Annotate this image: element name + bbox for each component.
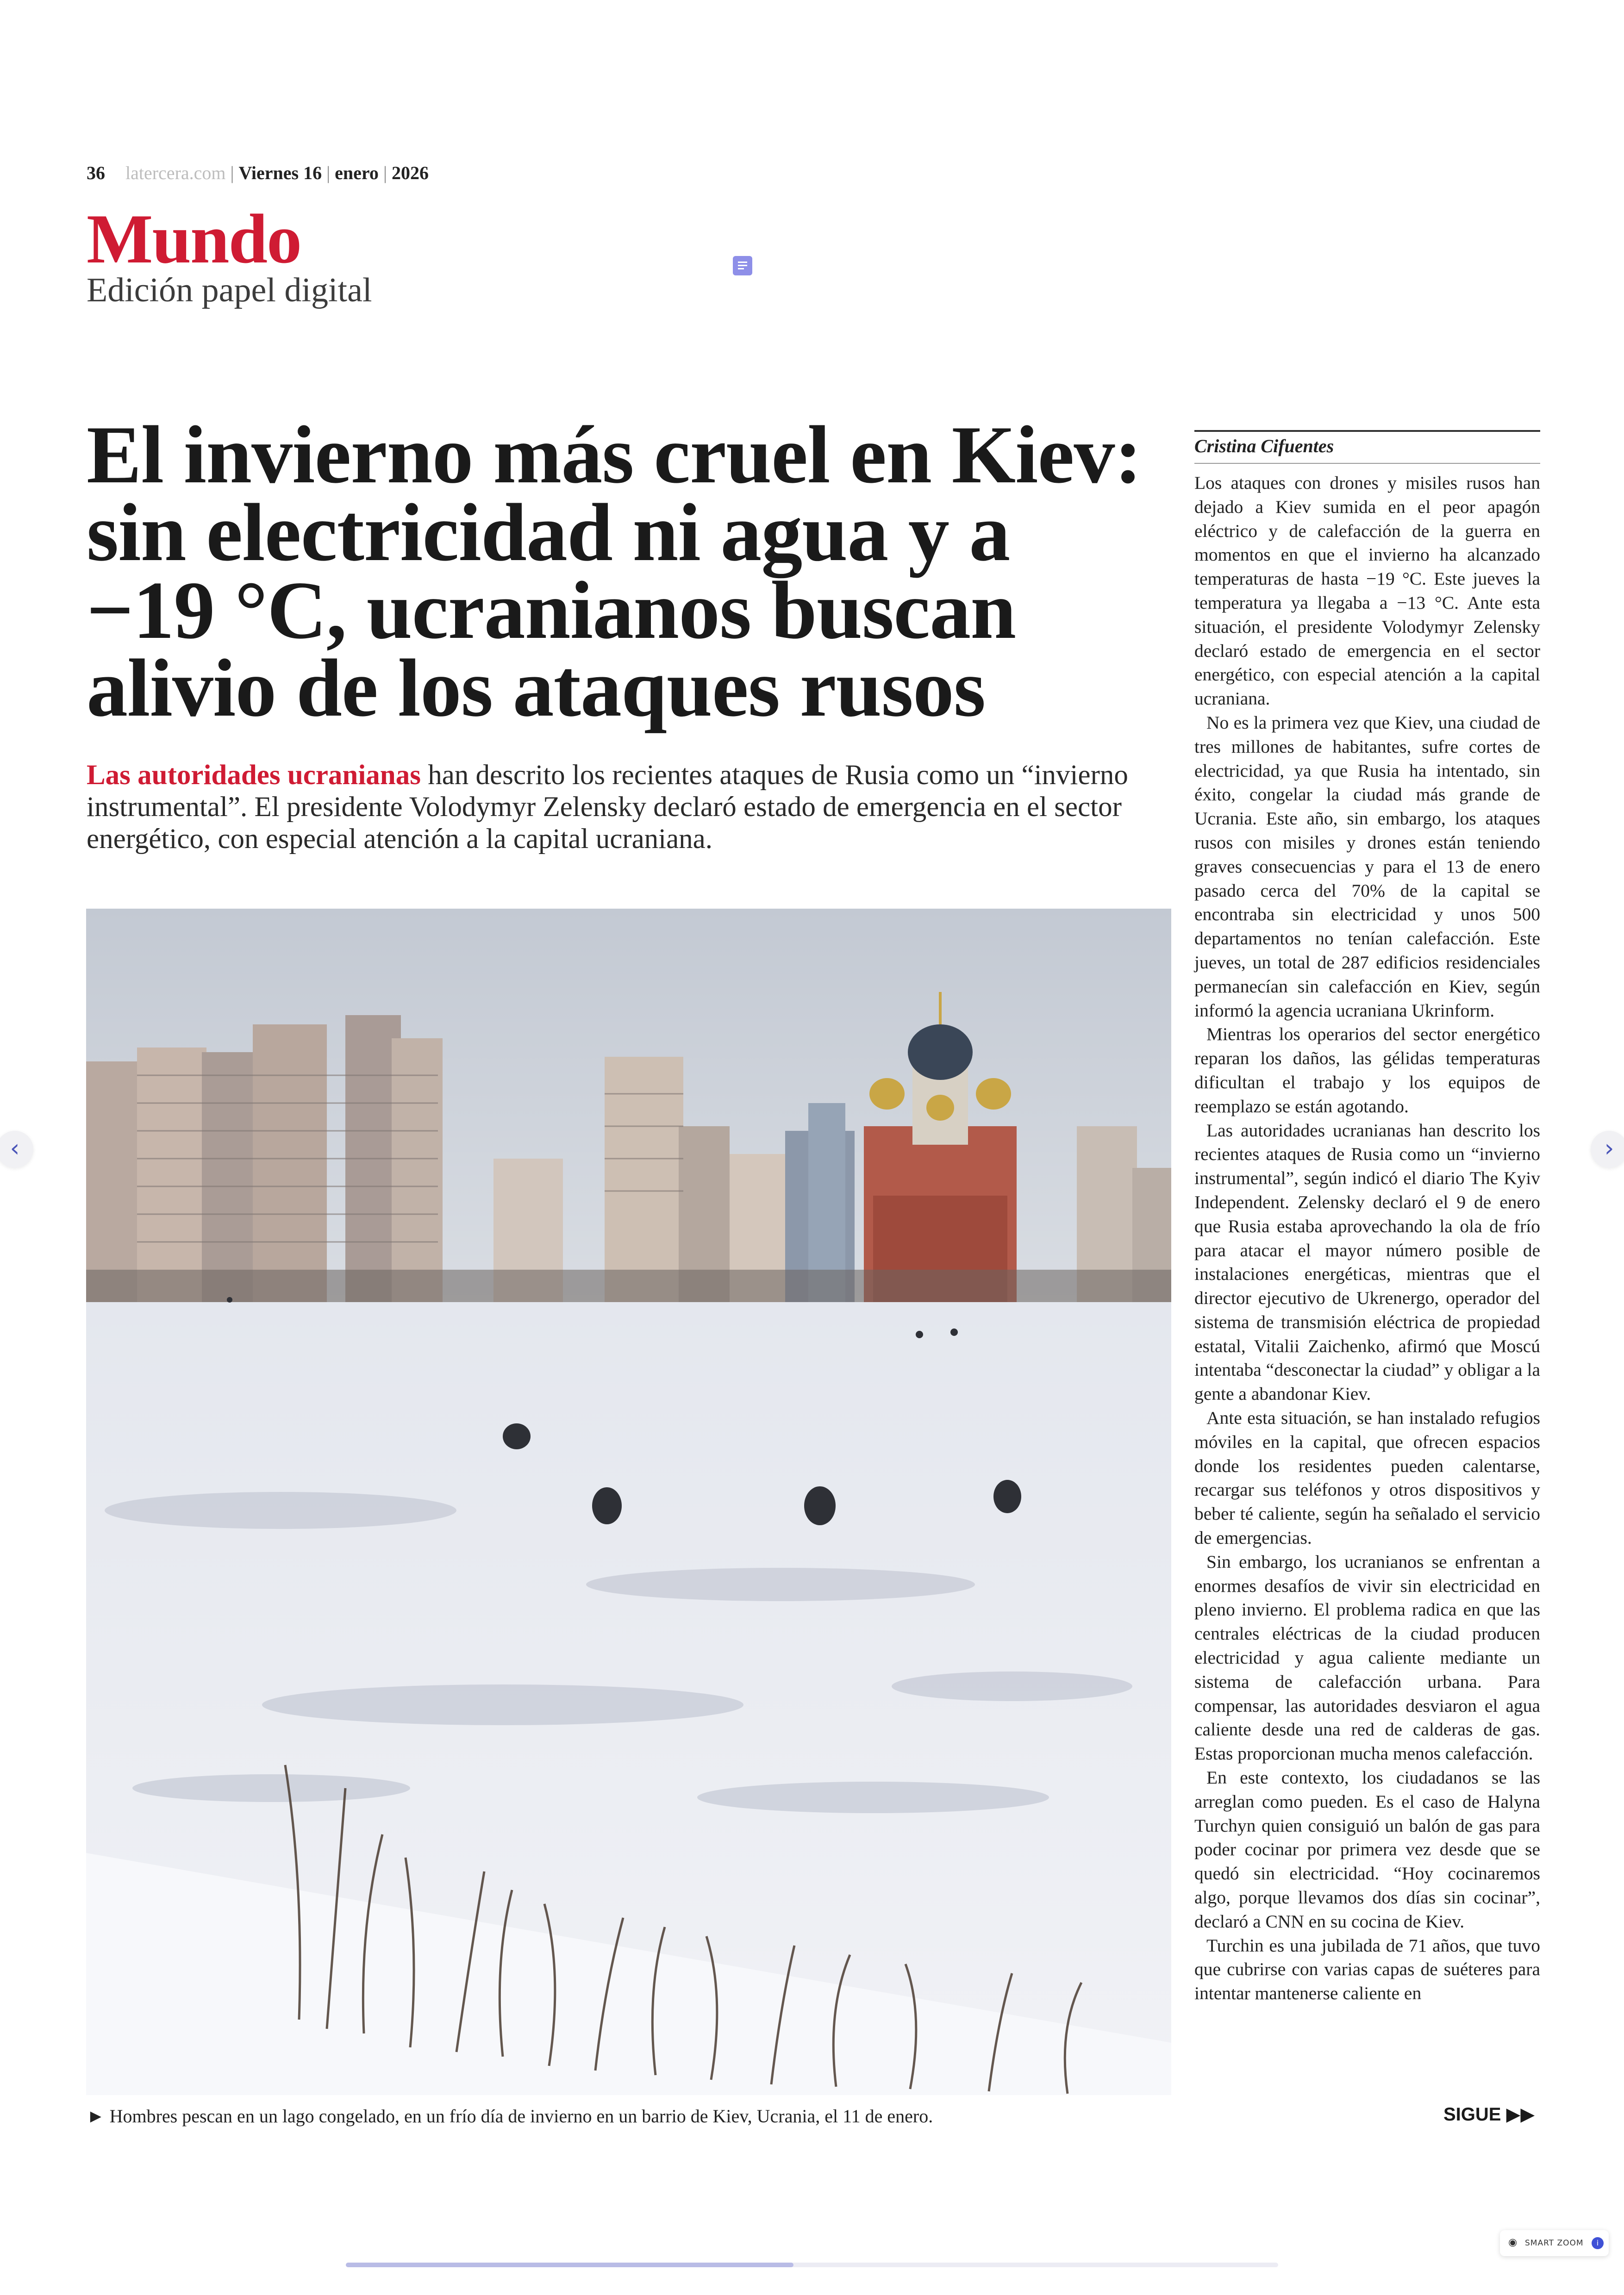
- site-name: latercera.com: [125, 162, 226, 183]
- edition-label: Edición papel digital: [87, 271, 372, 309]
- chevron-right-icon: ›: [1604, 1135, 1614, 1162]
- page-number: 36: [87, 162, 105, 183]
- photo-caption: ► Hombres pescan en un lago congelado, en un frío día de invierno en un barrio de Kiev, Ucrania, el 11 de enero.: [87, 2106, 933, 2127]
- date-month: enero: [335, 162, 379, 183]
- reading-progress-bar[interactable]: [346, 2263, 1278, 2267]
- smart-zoom-label: SMART ZOOM: [1525, 2239, 1584, 2248]
- frozen-lake-photo: [86, 909, 1171, 2095]
- article-headline: El invierno más cruel en Kiev: sin electricidad ni agua y a −19 °C, ucranianos buscan alivio de los ataques rusos: [87, 409, 1142, 734]
- body-paragraph: Ante esta situación, se han instalado refugios móviles en la capital, que ofrecen espacios donde los residentes pueden calentarse, recargar sus teléfonos y otros dispositivos y beber té caliente, según ha señalado el servicio de emergencias.: [1194, 1408, 1540, 1548]
- article-byline: Cristina Cifuentes: [1194, 436, 1334, 456]
- article-deck: [87, 759, 1170, 855]
- article-body: [1194, 471, 1540, 2006]
- chevron-left-icon: ‹: [10, 1135, 20, 1162]
- body-paragraph: En este contexto, los ciudadanos se las arreglan como pueden. Es el caso de Halyna Turchyn quien consiguió un balón de gas para poder cocinar por primera vez desde que se quedó sin electricidad. “Hoy cocinaremos algo, porque llevamos dos días sin cocinar”, declaró a CNN en su cocina de Kiev.: [1194, 1767, 1540, 1932]
- byline-divider: [1194, 463, 1540, 464]
- next-page-button[interactable]: [1591, 1131, 1624, 1168]
- deck-lead: Las autoridades ucranianas: [87, 760, 421, 791]
- date-day: Viernes 16: [238, 162, 322, 183]
- body-paragraph: Las autoridades ucranianas han descrito los recientes ataques de Rusia como un “invierno instrumental”, según indicó el diario The Kyiv Independent. Zelensky declaró el 9 de enero que Rusia estaba aprovechando la ola de frío para atacar el mayor número posible de instalaciones energéticas, mientras que el director ejecutivo de Ukrenergo, operador del sistema de transmisión eléctrica de propiedad estatal, Vitalii Zaichenko, afirmó que Moscú intentaba “desconectar la ciudad” y obligar a la gente a abandonar Kiev.: [1194, 1120, 1540, 1404]
- body-paragraph: No es la primera vez que Kiev, una ciudad de tres millones de habitantes, sufre cortes de electricidad, ya que Rusia ha intentado, sin éxito, congelar la ciudad más grande de Ucrania. Este año, sin embargo, los ataques rusos con misiles y drones están teniendo graves consecuencias y para el 13 de enero pasado cerca del 70% de la capital se encontraba sin electricidad y unos 500 departamentos no tenían calefacción. Este jueves, un total de 287 edificios residenciales permanecían sin calefacción en Kiev, según informó la agencia ucraniana Ukrinform.: [1194, 712, 1540, 1021]
- info-badge: i: [1592, 2237, 1604, 2249]
- reading-progress-fill: [346, 2263, 793, 2267]
- article-photo: [86, 909, 1171, 2095]
- note-icon[interactable]: [733, 256, 752, 275]
- continue-link[interactable]: SIGUE ▶▶: [1443, 2104, 1535, 2125]
- body-paragraph: Mientras los operarios del sector energético reparan los daños, las gélidas temperaturas dificultan el trabajo y los equipos de reemplazo se están agotando.: [1194, 1024, 1540, 1116]
- prev-page-button[interactable]: [0, 1131, 33, 1168]
- smart-zoom-button[interactable]: [1500, 2230, 1609, 2256]
- byline-rule: [1194, 430, 1540, 432]
- page-meta: 36 latercera.com | Viernes 16 | enero | 2026: [87, 162, 429, 183]
- section-title: Mundo: [87, 200, 301, 278]
- body-paragraph: Turchin es una jubilada de 71 años, que tuvo que cubrirse con varias capas de suéteres para intentar mantenerse caliente en: [1194, 1935, 1540, 2004]
- body-paragraph: Los ataques con drones y misiles rusos han dejado a Kiev sumida en el peor apagón eléctrico y de calefacción de la guerra en momentos en que el invierno ha alcanzado temperaturas de hasta −19 °C. Este jueves la temperatura ya llegaba a −13 °C. Ante esta situación, el presidente Volodymyr Zelensky declaró estado de emergencia en el sector energético, con especial atención a la capital ucraniana.: [1194, 473, 1540, 709]
- date-year: 2026: [391, 162, 429, 183]
- eye-icon: ◉: [1508, 2237, 1518, 2248]
- body-paragraph: Sin embargo, los ucranianos se enfrentan a enormes desafíos de vivir sin electricidad en pleno invierno. El problema radica en que las centrales eléctricas de la ciudad producen electricidad y agua caliente mediante un sistema de calefacción urbana. Para compensar, las autoridades desviaron el agua caliente desde una red de calderas de gas. Estas proporcionan mucha menos calefacción.: [1194, 1551, 1540, 1764]
- deck-text: han descrito los recientes ataques de Rusia como un “invierno instrumental”. El presidente Volodymyr Zelensky declaró estado de emergencia en el sector energético, con especial atención a la capital ucraniana.: [87, 760, 1128, 854]
